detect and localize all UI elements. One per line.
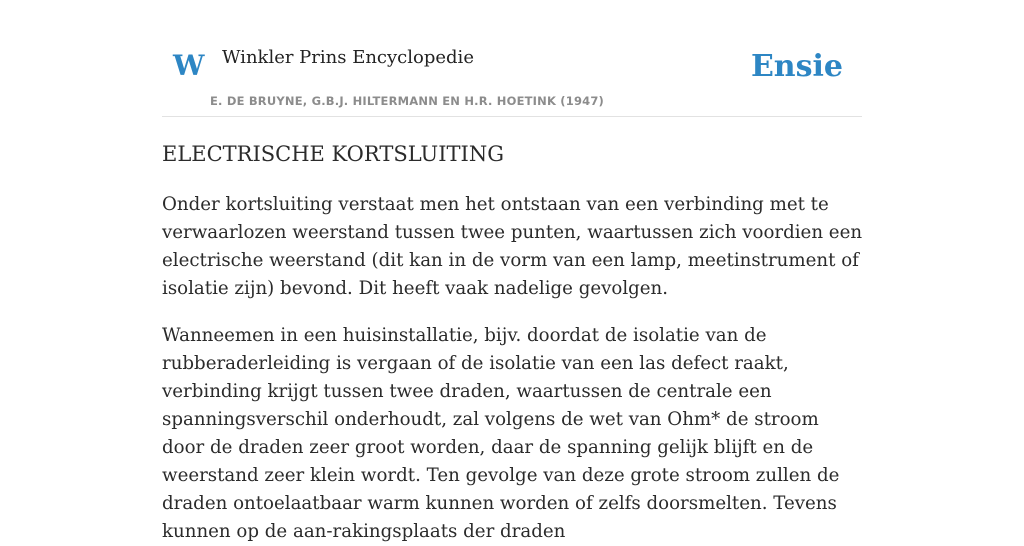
article-title: ELECTRISCHE KORTSLUITING — [162, 142, 504, 166]
article-paragraph: Wanneemen in een huisinstallatie, bijv. doordat de isolatie van de rubberaderleiding is vergaan of de isolatie van een las defect raakt, verbinding krijgt tussen twee draden, waartussen de centrale een spanningsverschil onderhoudt, zal volgens de wet van Ohm* de stroom door de draden zeer groot worden, daar de spanning gelijk blijft en de weerstand zeer klein wordt. Ten gevolge van deze grote stroom zullen de draden ontoelaatbaar warm kunnen worden of zelfs doorsmelten. Tevens kunnen op de aan-rakingsplaats der draden — [162, 325, 840, 543]
site-title[interactable]: Winkler Prins Encyclopedie — [222, 47, 474, 68]
article-body — [162, 141, 864, 546]
article-paragraph: Onder kortsluiting verstaat men het ontstaan van een verbinding met te verwaarlozen weerstand tussen twee punten, waartussen zich voordien een electrische weerstand (dit kan in de vorm van een lamp, meetinstrument of isolatie zijn) bevond. Dit heeft vaak nadelige gevolgen. — [162, 194, 863, 300]
brand-logo[interactable]: Ensie — [750, 49, 843, 84]
site-header — [162, 40, 862, 117]
source-authors: E. DE BRUYNE, G.B.J. HILTERMANN EN H.R. HOETINK (1947) — [210, 94, 605, 108]
logo-icon[interactable]: W — [173, 49, 205, 82]
